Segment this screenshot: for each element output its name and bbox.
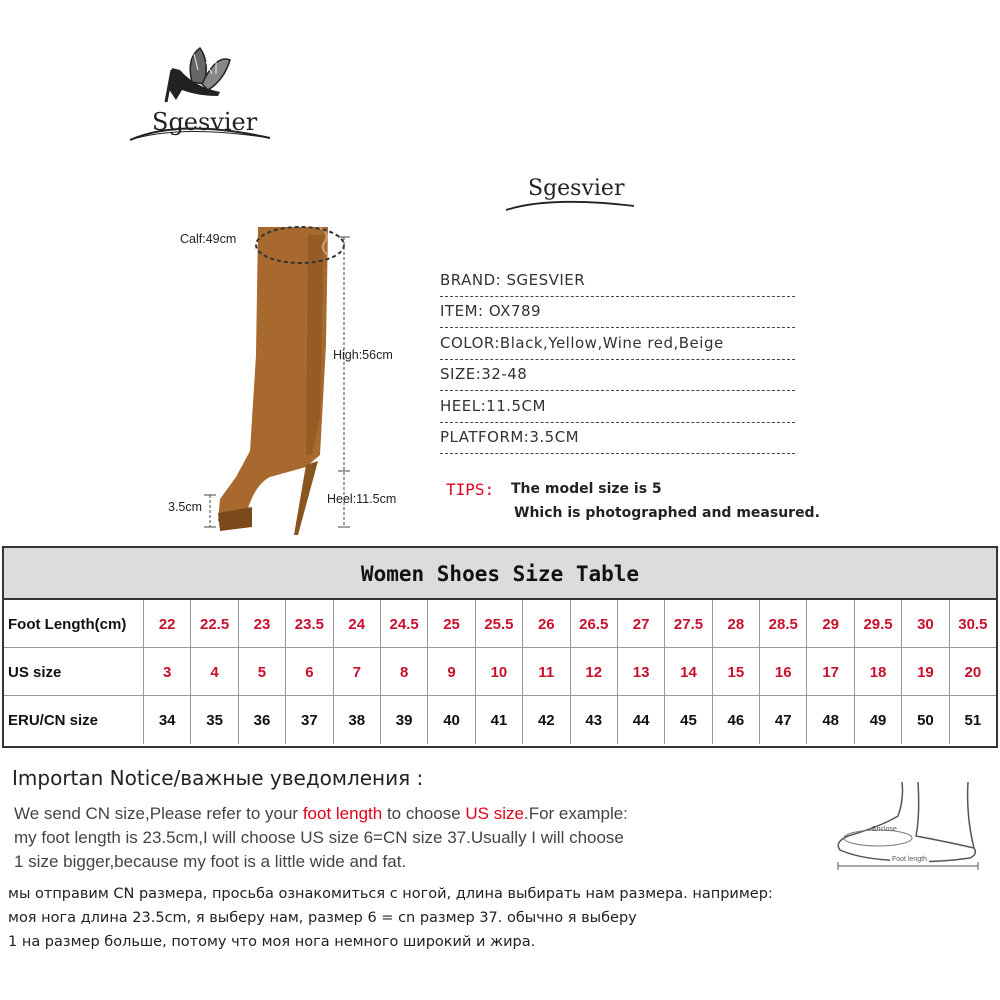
- size-cell: 41: [476, 696, 523, 744]
- notice-en-line-2: my foot length is 23.5cm,I will choose US size 6=CN size 37.Usually I will choose: [14, 828, 624, 847]
- size-cell: 38: [334, 696, 381, 744]
- foot-diagram: [828, 776, 988, 876]
- tips-line-2: Which is photographed and measured.: [514, 505, 820, 521]
- spec-brand: BRAND: SGESVIER: [440, 270, 795, 297]
- size-cell: 45: [665, 696, 712, 744]
- size-cell: 26.5: [571, 600, 618, 648]
- notice-ru-line-1: мы отправим CN размера, просьба ознакомиться с ногой, длина выбирать нам размера. например:: [8, 886, 773, 902]
- size-cell: 23: [239, 600, 286, 648]
- size-cell: 46: [713, 696, 760, 744]
- size-table-title: Women Shoes Size Table: [4, 548, 996, 600]
- calf-measurement: Calf:49cm: [180, 232, 237, 246]
- size-cell: 30.5: [958, 615, 988, 633]
- tips-line-1: The model size is 5: [511, 481, 662, 497]
- heel-measurement: Heel:11.5cm: [327, 492, 397, 506]
- spec-heel: HEEL:11.5CM: [440, 396, 795, 423]
- size-cell: 8: [381, 648, 428, 696]
- spec-platform: PLATFORM:3.5CM: [440, 427, 795, 454]
- size-cell: 23.5: [286, 600, 333, 648]
- size-cell: 3: [144, 648, 191, 696]
- size-cell: 44: [618, 696, 665, 744]
- size-table: [2, 546, 998, 748]
- size-cell: 35: [191, 696, 238, 744]
- size-cell: 30: [902, 600, 949, 648]
- size-cell: 17: [807, 648, 854, 696]
- size-cell: 28.5: [760, 600, 807, 648]
- size-cell: 5: [239, 648, 286, 696]
- size-cell: 42: [523, 696, 570, 744]
- us-size-highlight: US size: [465, 804, 524, 823]
- size-cell: 34: [144, 696, 191, 744]
- size-cell: 24: [334, 600, 381, 648]
- size-cell: 37: [286, 696, 333, 744]
- notice-text: .For example:: [523, 804, 628, 823]
- foot-length-highlight: foot length: [302, 804, 383, 823]
- eu-cn-size-row: [4, 696, 996, 744]
- foot-length-row: [4, 600, 996, 648]
- notice-text: We send CN size,Please refer to your: [14, 804, 303, 823]
- size-cell: 25.5: [476, 600, 523, 648]
- size-cell: 11: [523, 648, 570, 696]
- size-cell: 7: [334, 648, 381, 696]
- size-cell: 13: [618, 648, 665, 696]
- row-header: Foot Length(cm): [4, 600, 144, 648]
- notice-title: Importan Notice/важные уведомления :: [12, 766, 424, 790]
- size-cell: 28: [713, 600, 760, 648]
- size-cell: 4: [191, 648, 238, 696]
- enclose-label: Enclose: [872, 826, 897, 833]
- size-cell: 49: [855, 696, 902, 744]
- brand-logo-small: [500, 170, 640, 220]
- size-cell: 36: [239, 696, 286, 744]
- us-size-row: [4, 648, 996, 696]
- swoosh-icon: [500, 170, 640, 220]
- size-cell: 15: [713, 648, 760, 696]
- size-cell: 22.5: [191, 600, 238, 648]
- size-cell: 20: [964, 663, 982, 681]
- notice-en-line-3: 1 size bigger,because my foot is a little wide and fat.: [14, 852, 407, 871]
- platform-measurement: 3.5cm: [168, 500, 203, 514]
- size-cell: 19: [902, 648, 949, 696]
- size-cell: 18: [855, 648, 902, 696]
- size-cell: 22: [144, 600, 191, 648]
- size-cell: 26: [523, 600, 570, 648]
- tips-label: TIPS:: [446, 480, 495, 499]
- size-cell: 40: [428, 696, 475, 744]
- spec-color: COLOR:Black,Yellow,Wine red,Beige: [440, 333, 795, 360]
- size-cell: 27: [618, 600, 665, 648]
- size-cell: 48: [807, 696, 854, 744]
- size-cell: 10: [476, 648, 523, 696]
- notice-text: to choose: [382, 804, 466, 823]
- notice-en-line-1: [14, 804, 628, 824]
- size-cell: 14: [665, 648, 712, 696]
- size-cell: 43: [571, 696, 618, 744]
- size-cell: 29: [807, 600, 854, 648]
- spec-item: ITEM: OX789: [440, 301, 795, 328]
- notice-ru-line-3: 1 на размер больше, потому что моя нога немного широкий и жира.: [8, 934, 536, 950]
- size-cell: 27.5: [665, 600, 712, 648]
- size-cell: 47: [760, 696, 807, 744]
- size-cell: 12: [571, 648, 618, 696]
- brand-logo-small-text: Sgesvier: [528, 176, 625, 201]
- height-measurement: High:56cm: [333, 348, 393, 362]
- brand-logo: [120, 40, 290, 160]
- row-header: US size: [4, 648, 144, 696]
- size-cell: 6: [286, 648, 333, 696]
- row-header: ERU/CN size: [4, 696, 144, 744]
- size-cell: 51: [964, 711, 982, 729]
- size-cell: 39: [381, 696, 428, 744]
- size-cell: 24.5: [381, 600, 428, 648]
- size-cell: 16: [760, 648, 807, 696]
- size-cell: 9: [428, 648, 475, 696]
- foot-length-label: Foot length: [892, 856, 928, 863]
- size-cell: 50: [902, 696, 949, 744]
- brand-logo-text: Sgesvier: [152, 108, 258, 136]
- size-cell: 25: [428, 600, 475, 648]
- butterfly-shoe-icon: [120, 40, 290, 160]
- size-cell: 29.5: [855, 600, 902, 648]
- notice-ru-line-2: моя нога длина 23.5cm, я выберу нам, размер 6 = cn размер 37. обычно я выберу: [8, 910, 637, 926]
- spec-size: SIZE:32-48: [440, 364, 795, 391]
